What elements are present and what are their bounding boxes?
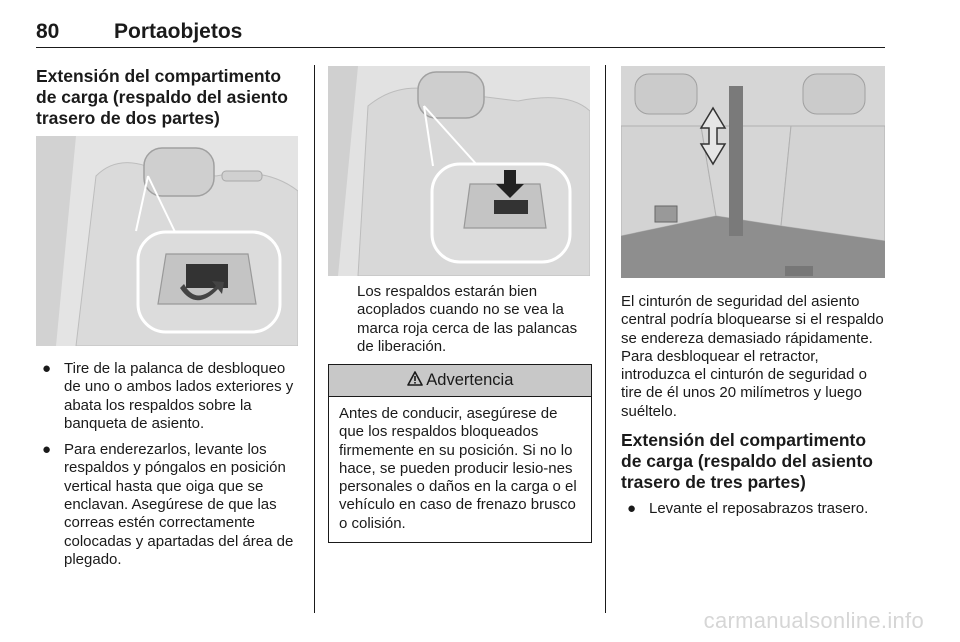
bullet-icon: ● [42, 360, 52, 377]
warning-title: Advertencia [426, 371, 514, 389]
warning-header [329, 365, 591, 397]
figure-seat-lock-indicator [328, 66, 590, 276]
list-item-text: Para enderezarlos, levante los respaldos y póngalos en posición vertical hasta que oiga que se enclavan. Asegúrese de que las correas estén correctamente colocadas y apartadas del área de plegado. [64, 441, 294, 568]
figure-seat-release-lever [36, 136, 298, 346]
seatbelt-note: El cinturón de seguridad del asiento central podría bloquearse si el respaldo se endereza demasiado rápidamente. Para desbloquear el retractor, introduzca el cinturón de seguridad o tire de él unos 20 milímetros y luego suéltelo. [621, 293, 884, 420]
section-title: Portaobjetos [114, 20, 243, 43]
warning-box [328, 364, 592, 543]
list-item [36, 441, 302, 569]
column-divider [605, 65, 606, 613]
column-divider [314, 65, 315, 613]
header-rule [36, 47, 885, 48]
warning-triangle-icon [407, 371, 427, 389]
figure-center-seatbelt [621, 66, 885, 278]
bullet-icon: ● [627, 500, 637, 517]
instruction-list [621, 500, 891, 526]
page-number: 80 [36, 20, 60, 43]
instruction-list [36, 360, 302, 577]
section-heading: Extensión del compartimento de carga (respaldo del asiento trasero de dos partes) [36, 66, 288, 128]
section-heading: Extensión del compartimento de carga (respaldo del asiento trasero de tres partes) [621, 430, 873, 492]
watermark: carmanualsonline.info [703, 608, 924, 633]
bullet-icon: ● [42, 441, 52, 459]
list-item-text: Tire de la palanca de desbloqueo de uno o ambos lados exteriores y abata los respaldos sobre la banqueta de asiento. [64, 360, 294, 432]
list-item [621, 500, 891, 518]
list-item-text: Levante el reposabrazos trasero. [649, 500, 869, 517]
warning-text: Antes de conducir, asegúrese de que los respaldos bloqueados firmemente en su posición. Si no lo hace, se pueden producir lesio-nes personales o daños en la carga o el vehículo en caso de frenazo brusco o colisión. [339, 405, 577, 532]
list-item [36, 360, 302, 433]
lock-note: Los respaldos estarán bien acoplados cuando no se vea la marca roja cerca de las palancas de liberación. [357, 283, 578, 355]
